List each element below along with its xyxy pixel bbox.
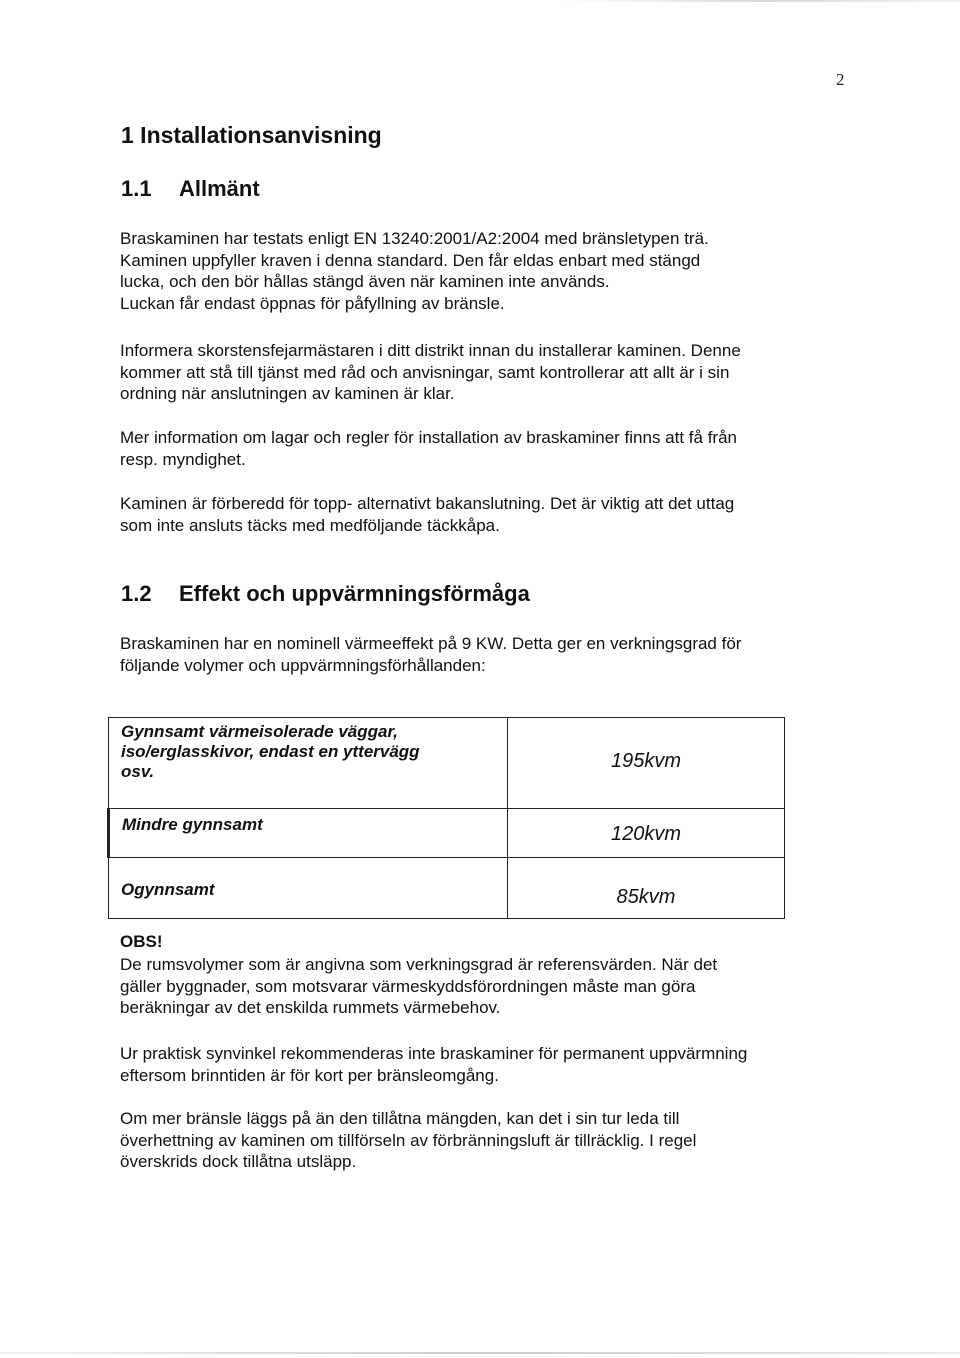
text-line: överskrids dock tillåtna utsläpp. [120,1152,357,1171]
paragraph-regulations [120,427,840,470]
text-line: Braskaminen har testats enligt EN 13240:2001/A2:2004 med bränsletypen trä. [120,229,709,248]
obs-label: OBS! [120,932,163,951]
text-line: överhettning av kaminen om tillförseln av förbränningsluft är tillräcklig. I regel [120,1130,697,1150]
section-title: Effekt och uppvärmningsförmåga [179,581,530,606]
condition-text: osv. [121,762,155,781]
paragraph-chimney-sweep [120,340,840,405]
text-line: Kaminen är förberedd för topp- alternativt bakanslutning. Det är viktig att det uttag [120,494,735,513]
text-line: ordning när anslutningen av kaminen är klar. [120,384,455,403]
text-line: Ur praktisk synvinkel rekommenderas inte braskaminer för permanent uppvärmning [120,1044,748,1063]
text-line: eftersom brinntiden är för kort per bränsleomgång. [120,1065,499,1085]
condition-text: Ogynnsamt [121,880,215,899]
page-number: 2 [836,70,845,89]
text-line: som inte ansluts täcks med medföljande täckkåpa. [120,515,500,535]
table-row [109,809,785,858]
text-line: Braskaminen har en nominell värmeeffekt på 9 KW. Detta ger en verkningsgrad för [120,634,742,653]
text-line: Informera skorstensfejarmästaren i ditt distrikt innan du installerar kaminen. Denne [120,341,741,360]
volume-cell: 195kvm [508,718,785,809]
paragraph-connection [120,493,840,536]
condition-text: iso/erglasskivor, endast en yttervägg [121,742,420,761]
scan-edge-bottom [0,1352,960,1354]
condition-cell [109,718,508,809]
condition-text: Mindre gynnsamt [122,815,263,834]
text-line: Mer information om lagar och regler för installation av braskaminer finns att få från [120,428,737,447]
text-line: Luckan får endast öppnas för påfyllning av bränsle. [120,293,505,313]
condition-cell [109,809,508,858]
heating-volume-table [107,717,785,919]
text-line: Kaminen uppfyller kraven i denna standard. Den får eldas enbart med stängd [120,250,701,270]
text-line: resp. myndighet. [120,449,246,469]
section-number: 1.2 [121,581,152,606]
table-row [109,858,785,919]
text-line: följande volymer och uppvärmningsförhållanden: [120,655,486,675]
text-line: gäller byggnader, som motsvarar värmeskyddsförordningen måste man göra [120,976,696,996]
paragraph-overfuel [120,1108,840,1173]
scan-edge-top [560,0,960,2]
text-line: lucka, och den bör hållas stängd även när kaminen inte används. [120,272,610,291]
paragraph-practical [120,1043,840,1086]
paragraph-standard [120,228,840,314]
section-heading-general [121,176,260,202]
section-number: 1.1 [121,176,152,201]
text-line: De rumsvolymer som är angivna som verkningsgrad är referensvärden. När det [120,955,718,974]
volume-cell: 85kvm [508,858,785,919]
table-row [109,718,785,809]
paragraph-nominal-effect [120,633,840,676]
text-line: beräkningar av det enskilda rummets värmebehov. [120,998,501,1017]
condition-text: Gynnsamt värmeisolerade väggar, [121,722,398,741]
condition-cell [109,858,508,919]
volume-cell: 120kvm [508,809,785,858]
text-line: Om mer bränsle läggs på än den tillåtna mängden, kan det i sin tur leda till [120,1109,680,1128]
section-heading-effect [121,581,530,607]
text-line: kommer att stå till tjänst med råd och anvisningar, samt kontrollerar att allt är i sin [120,362,730,382]
paragraph-reference-values [120,954,840,1019]
section-title: Allmänt [179,176,260,201]
chapter-heading: 1 Installationsanvisning [121,122,382,148]
